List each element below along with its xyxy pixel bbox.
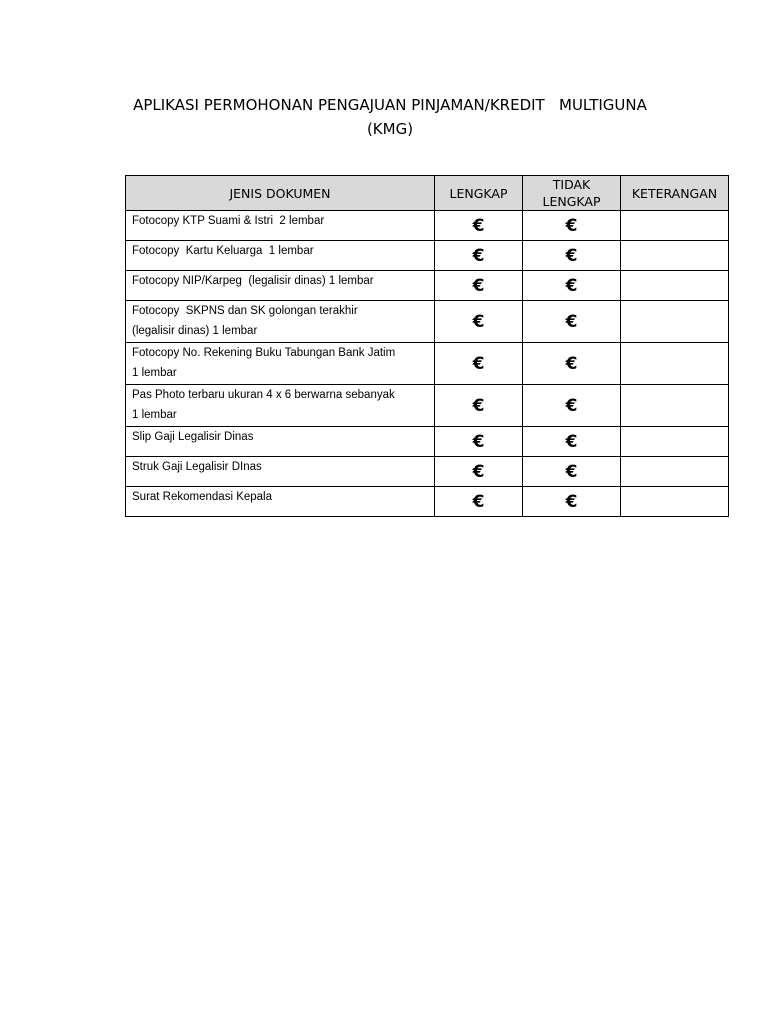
table-row (126, 385, 729, 427)
document-name: Surat Rekomendasi Kepala (126, 487, 435, 517)
checkbox-tidak-lengkap[interactable]: € (523, 487, 621, 517)
title-line-1: APLIKASI PERMOHONAN PENGAJUAN PINJAMAN/KREDIT MULTIGUNA (133, 96, 647, 114)
keterangan-cell[interactable] (621, 427, 729, 457)
document-name: Fotocopy NIP/Karpeg (legalisir dinas) 1 lembar (126, 271, 435, 301)
header-lengkap: LENGKAP (435, 176, 523, 211)
keterangan-cell[interactable] (621, 385, 729, 427)
document-name: Slip Gaji Legalisir Dinas (126, 427, 435, 457)
header-jenis-dokumen: JENIS DOKUMEN (126, 176, 435, 211)
table-header-row (126, 176, 729, 211)
checkbox-tidak-lengkap[interactable]: € (523, 343, 621, 385)
table-row (126, 427, 729, 457)
header-keterangan: KETERANGAN (621, 176, 729, 211)
checkbox-tidak-lengkap[interactable]: € (523, 457, 621, 487)
keterangan-cell[interactable] (621, 241, 729, 271)
checkbox-tidak-lengkap[interactable]: € (523, 271, 621, 301)
document-name: Fotocopy No. Rekening Buku Tabungan Bank Jatim 1 lembar (126, 343, 435, 385)
table-row (126, 211, 729, 241)
checkbox-lengkap[interactable]: € (435, 241, 523, 271)
checkbox-lengkap[interactable]: € (435, 385, 523, 427)
keterangan-cell[interactable] (621, 343, 729, 385)
table-row (126, 457, 729, 487)
table-row (126, 343, 729, 385)
header-tidak-lengkap: TIDAK LENGKAP (523, 176, 621, 211)
checkbox-lengkap[interactable]: € (435, 211, 523, 241)
checkbox-tidak-lengkap[interactable]: € (523, 301, 621, 343)
document-checklist-table (125, 175, 729, 517)
keterangan-cell[interactable] (621, 211, 729, 241)
checkbox-lengkap[interactable]: € (435, 271, 523, 301)
checkbox-lengkap[interactable]: € (435, 487, 523, 517)
table-row (126, 241, 729, 271)
checkbox-lengkap[interactable]: € (435, 457, 523, 487)
document-name: Pas Photo terbaru ukuran 4 x 6 berwarna sebanyak 1 lembar (126, 385, 435, 427)
keterangan-cell[interactable] (621, 487, 729, 517)
page-title (110, 93, 670, 141)
checkbox-tidak-lengkap[interactable]: € (523, 211, 621, 241)
checkbox-lengkap[interactable]: € (435, 343, 523, 385)
checkbox-tidak-lengkap[interactable]: € (523, 427, 621, 457)
document-name: Fotocopy Kartu Keluarga 1 lembar (126, 241, 435, 271)
table-row (126, 301, 729, 343)
keterangan-cell[interactable] (621, 271, 729, 301)
checkbox-lengkap[interactable]: € (435, 427, 523, 457)
keterangan-cell[interactable] (621, 457, 729, 487)
document-name: Struk Gaji Legalisir DInas (126, 457, 435, 487)
document-name: Fotocopy SKPNS dan SK golongan terakhir (legalisir dinas) 1 lembar (126, 301, 435, 343)
checkbox-tidak-lengkap[interactable]: € (523, 385, 621, 427)
table-row (126, 487, 729, 517)
checkbox-lengkap[interactable]: € (435, 301, 523, 343)
title-line-2: (KMG) (366, 120, 414, 138)
document-name: Fotocopy KTP Suami & Istri 2 lembar (126, 211, 435, 241)
checkbox-tidak-lengkap[interactable]: € (523, 241, 621, 271)
table-row (126, 271, 729, 301)
keterangan-cell[interactable] (621, 301, 729, 343)
